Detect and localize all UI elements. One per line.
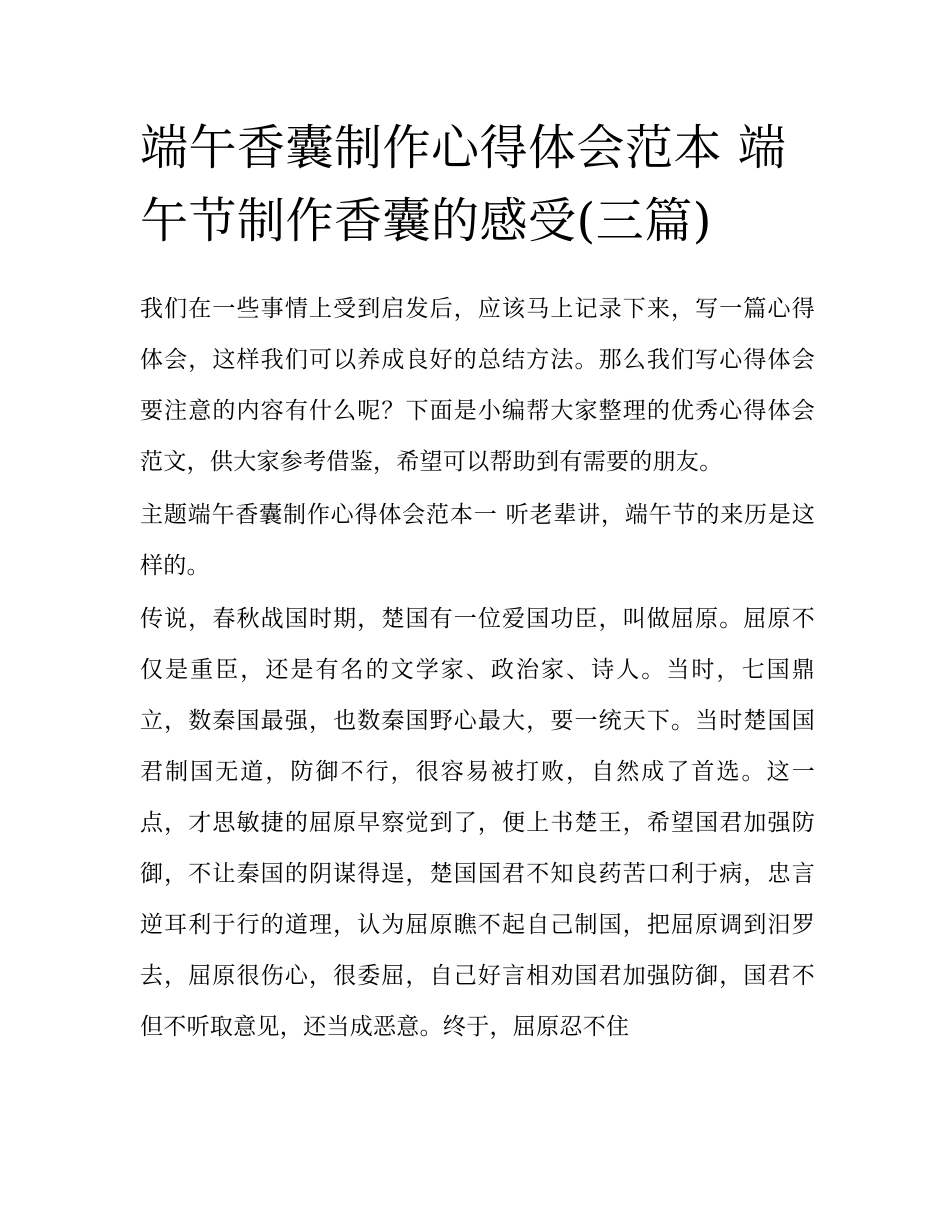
intro-paragraph: 我们在一些事情上受到启发后，应该马上记录下来，写一篇心得体会，这样我们可以养成良好的总结方法。那么我们写心得体会要注意的内容有什么呢？下面是小编帮大家整理的优秀心得体会范文，供大家参考借鉴，希望可以帮助到有需要的朋友。 bbox=[140, 296, 815, 475]
document-title bbox=[140, 112, 810, 258]
section-heading-paragraph: 主题端午香囊制作心得体会范本一 听老辈讲，端午节的来历是这样的。 bbox=[140, 502, 815, 579]
title-line-2: 午节制作香囊的感受(三篇) bbox=[140, 193, 712, 249]
title-line-1: 端午香囊制作心得体会范本 端 bbox=[140, 120, 787, 176]
story-paragraph: 传说，春秋战国时期，楚国有一位爱国功臣，叫做屈原。屈原不仅是重臣，还是有名的文学家、政治家、诗人。当时，七国鼎立，数秦国最强，也数秦国野心最大，要一统天下。当时楚国国君制国无道，防御不行，很容易被打败，自然成了首选。这一点，才思敏捷的屈原早察觉到了，便上书楚王，希望国君加强防御，不让秦国的阴谋得逞，楚国国君不知良药苦口利于病，忠言逆耳利于行的道理，认为屈原瞧不起自己制国，把屈原调到汨罗去，屈原很伤心，很委屈，自己好言相劝国君加强防御，国君不但不听取意见，还当成恶意。终于，屈原忍不住 bbox=[140, 606, 815, 1040]
document-body bbox=[140, 112, 815, 1053]
